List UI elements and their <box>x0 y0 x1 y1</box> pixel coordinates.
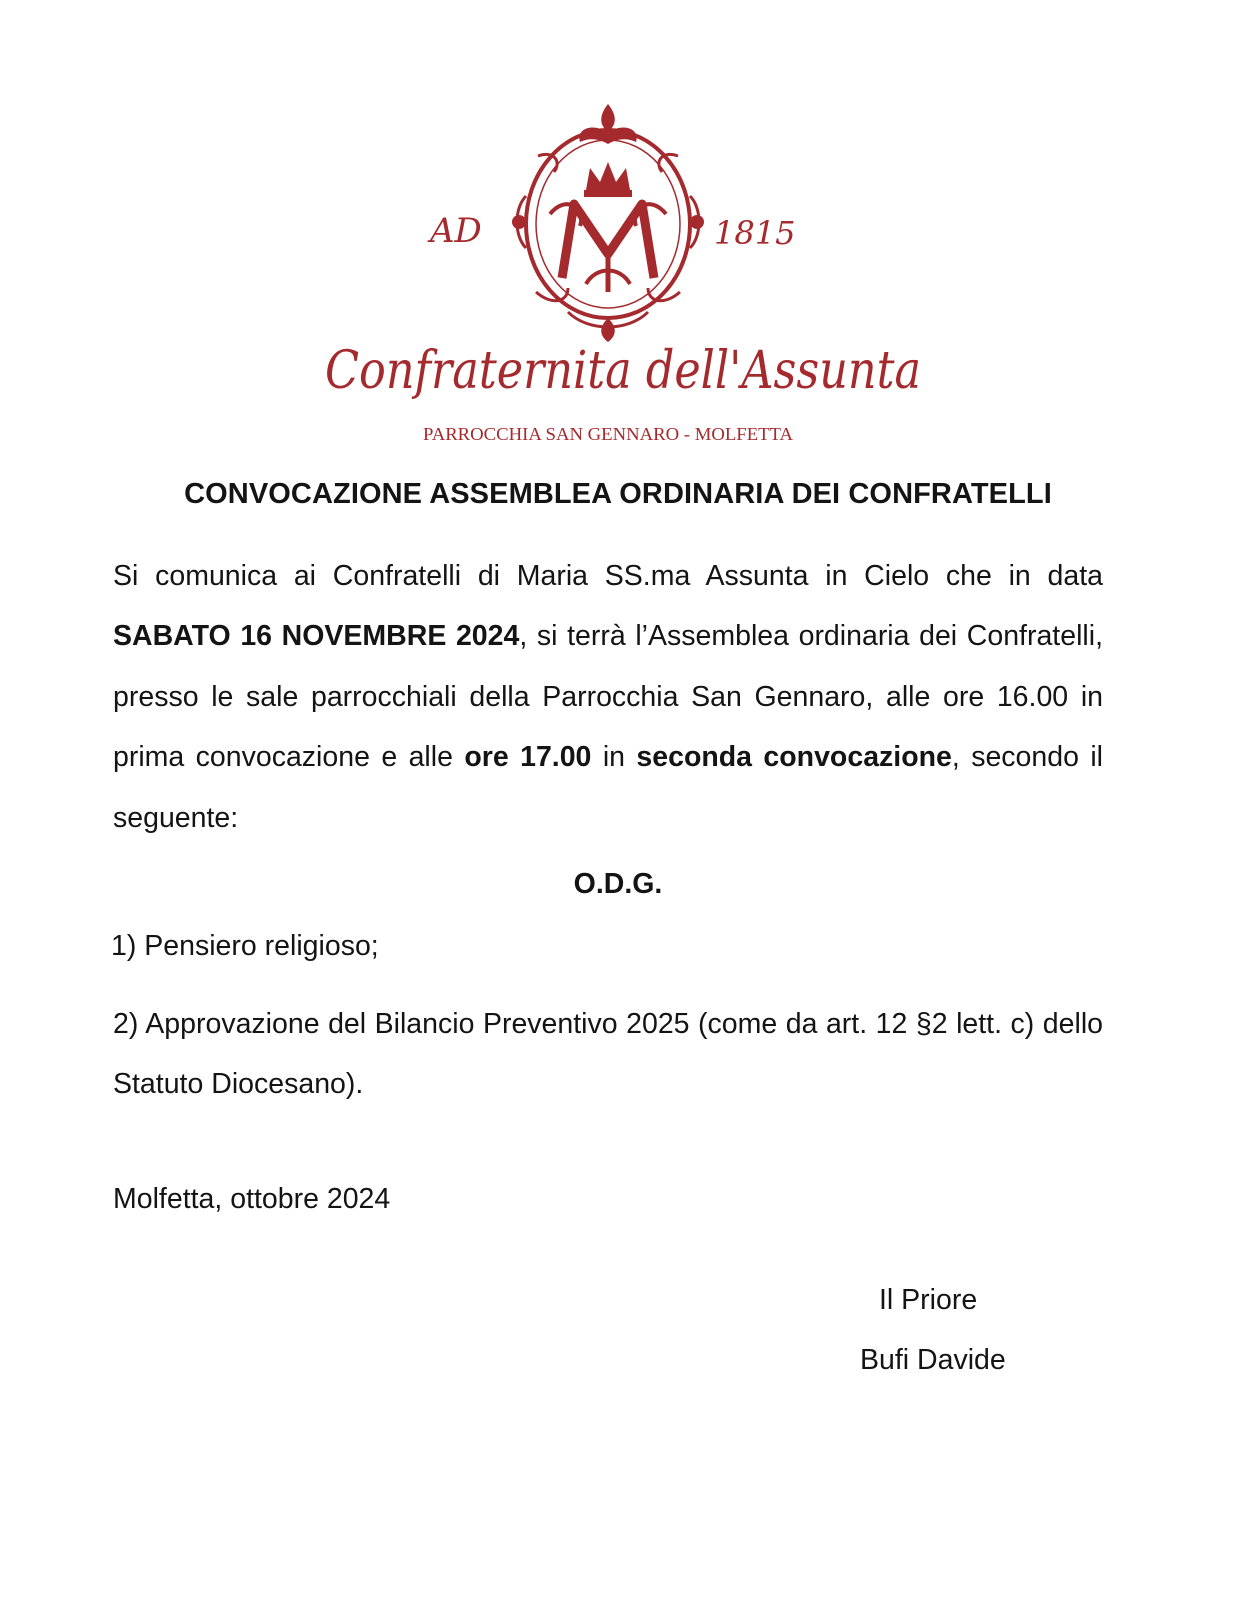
meeting-date: SABATO 16 NOVEMBRE 2024 <box>113 620 520 653</box>
signature-name: Bufi Davide <box>860 1344 1006 1376</box>
second-call-label: seconda convocazione <box>636 741 952 774</box>
logo-year-left: AD <box>430 211 482 251</box>
agenda-heading: O.D.G. <box>573 868 663 900</box>
agenda-item-2: 2) Approvazione del Bilancio Preventivo 2025 (come da art. 12 §2 lett. c) dello Statuto Diocesano). <box>113 1008 1103 1100</box>
confraternity-logo <box>318 96 928 456</box>
logo-subtitle: PARROCCHIA SAN GENNARO - MOLFETTA <box>423 424 794 444</box>
paragraph-text-1: Si comunica ai Confratelli di Maria SS.ma Assunta in Cielo che in data <box>113 560 1103 592</box>
monogram-emblem-icon <box>318 96 928 456</box>
paragraph-text-2: , si terrà l’Assemblea ordinaria dei Confratelli, presso le sale parrocchiali della Parrocchia San Gennaro, alle ore 16.00 in prima convocazione e alle <box>113 620 1103 774</box>
logo-year-right: 1815 <box>714 214 796 252</box>
second-call-time: ore 17.00 <box>464 741 592 774</box>
announcement-paragraph <box>113 546 1103 848</box>
agenda-item-1: 1) Pensiero religioso; <box>111 930 379 962</box>
logo-name: Confraternita dell'Assunta <box>325 341 921 401</box>
document-title: CONVOCAZIONE ASSEMBLEA ORDINARIA DEI CONFRATELLI <box>184 478 1052 510</box>
paragraph-text-3: in <box>591 741 637 774</box>
place-date: Molfetta, ottobre 2024 <box>113 1183 391 1215</box>
paragraph-text-4: , secondo il seguente: <box>113 741 1104 834</box>
signature-role: Il Priore <box>879 1284 978 1316</box>
